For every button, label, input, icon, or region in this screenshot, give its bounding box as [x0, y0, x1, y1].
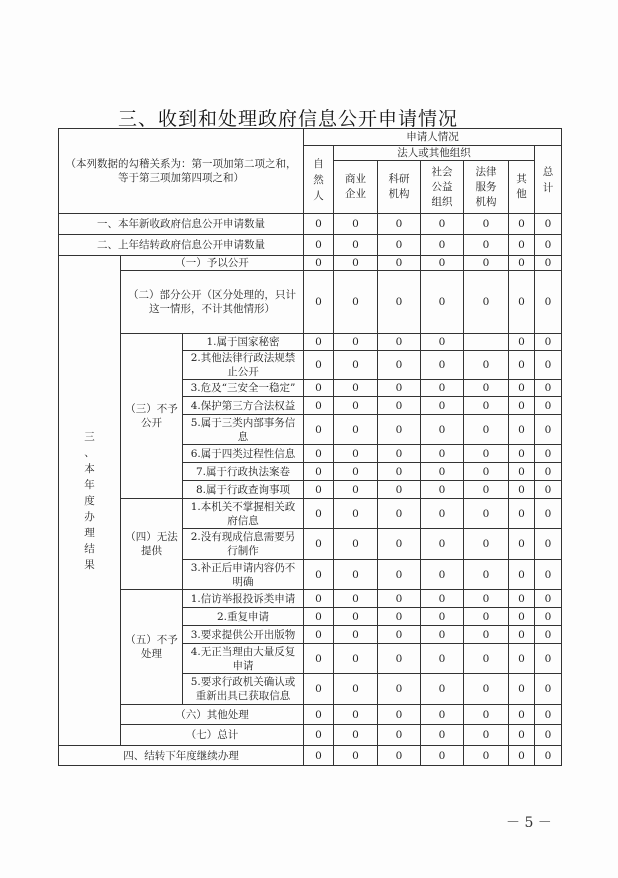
value-cell: 0 — [378, 481, 421, 499]
value-cell: 0 — [509, 334, 535, 351]
value-cell: 0 — [304, 334, 334, 351]
value-cell: 0 — [464, 590, 509, 608]
page-number: － 5 － — [506, 815, 552, 831]
value-cell: 0 — [509, 560, 535, 590]
value-cell: 0 — [378, 463, 421, 481]
value-cell: 0 — [334, 746, 378, 766]
group-label-annual-results — [59, 256, 121, 746]
value-cell: 0 — [378, 445, 421, 463]
header-natural-person-char: 自 — [313, 157, 324, 170]
value-cell: 0 — [509, 674, 535, 705]
value-cell: 0 — [304, 445, 334, 463]
value-cell: 0 — [378, 214, 421, 235]
row-label-subtotal: （七）总计 — [121, 725, 304, 746]
row-label-line: 这一情形，不计其他情形） — [149, 303, 275, 315]
header-col-commercial-enterprise: 商业 企业 — [334, 161, 378, 214]
header-col-social-welfare-org: 社会 公益 组织 — [421, 161, 464, 214]
value-cell: 0 — [535, 463, 562, 481]
item-label: 3.要求提供公开出版物 — [183, 626, 304, 644]
subgroup-label-not-disclosed — [121, 334, 183, 499]
subgroup-label-line: 处理 — [141, 648, 162, 660]
value-cell: 0 — [535, 725, 562, 746]
value-cell: 0 — [464, 415, 509, 445]
value-cell: 0 — [334, 463, 378, 481]
value-cell: 0 — [378, 590, 421, 608]
subgroup-label-cannot-provide — [121, 499, 183, 590]
value-cell: 0 — [334, 380, 378, 397]
value-cell: 0 — [378, 271, 421, 334]
item-label: 1.属于国家秘密 — [183, 334, 304, 351]
value-cell: 0 — [464, 481, 509, 499]
header-note-line1: （本列数据的勾稽关系为：第一项加第二项之和， — [65, 158, 297, 170]
header-total-char: 总 — [542, 165, 554, 178]
value-cell: 0 — [464, 445, 509, 463]
value-cell: 0 — [509, 380, 535, 397]
value-cell: 0 — [334, 529, 378, 560]
item-label: 3.危及“三安全一稳定” — [183, 380, 304, 397]
value-cell: 0 — [535, 271, 562, 334]
value-cell: 0 — [421, 674, 464, 705]
value-cell: 0 — [334, 351, 378, 380]
value-cell: 0 — [535, 499, 562, 529]
value-cell: 0 — [464, 351, 509, 380]
header-col-other: 其 他 — [509, 161, 535, 214]
value-cell: 0 — [334, 499, 378, 529]
item-label: 2.其他法律行政法规禁止公开 — [183, 351, 304, 380]
value-cell: 0 — [421, 705, 464, 725]
value-cell: 0 — [535, 415, 562, 445]
value-cell: 0 — [421, 608, 464, 626]
value-cell: 0 — [334, 256, 378, 271]
value-cell: 0 — [509, 256, 535, 271]
value-cell: 0 — [535, 529, 562, 560]
header-col-legal-service-org: 法律 服务 机构 — [464, 161, 509, 214]
value-cell: 0 — [509, 463, 535, 481]
value-cell: 0 — [464, 397, 509, 415]
value-cell: 0 — [421, 499, 464, 529]
value-cell: 0 — [304, 608, 334, 626]
value-cell: 0 — [378, 529, 421, 560]
value-cell: 0 — [304, 529, 334, 560]
value-cell: 0 — [421, 463, 464, 481]
value-cell: 0 — [378, 674, 421, 705]
value-cell: 0 — [535, 235, 562, 256]
value-cell: 0 — [464, 463, 509, 481]
value-cell: 0 — [535, 705, 562, 725]
value-cell: 0 — [334, 235, 378, 256]
value-cell: 0 — [464, 560, 509, 590]
value-cell: 0 — [304, 380, 334, 397]
item-label: 1.本机关不掌握相关政府信息 — [183, 499, 304, 529]
value-cell: 0 — [464, 626, 509, 644]
value-cell: 0 — [535, 746, 562, 766]
subgroup-label-line: （四）无法 — [125, 531, 178, 543]
value-cell: 0 — [304, 560, 334, 590]
row-label-partial-disclosed — [121, 271, 304, 334]
value-cell: 0 — [464, 725, 509, 746]
value-cell: 0 — [304, 214, 334, 235]
value-cell: 0 — [421, 415, 464, 445]
header-total-char: 计 — [542, 181, 554, 194]
row-label-other-processing: （六）其他处理 — [121, 705, 304, 725]
value-cell: 0 — [304, 235, 334, 256]
value-cell: 0 — [464, 214, 509, 235]
value-cell: 0 — [378, 235, 421, 256]
value-cell: 0 — [421, 529, 464, 560]
header-natural-person-char: 人 — [313, 189, 324, 202]
value-cell: 0 — [464, 746, 509, 766]
item-label: 1.信访举报投诉类申请 — [183, 590, 304, 608]
value-cell: 0 — [334, 644, 378, 674]
value-cell: 0 — [378, 415, 421, 445]
value-cell: 0 — [421, 334, 464, 351]
value-cell: 0 — [535, 214, 562, 235]
value-cell: 0 — [509, 590, 535, 608]
value-cell: 0 — [464, 235, 509, 256]
value-cell: 0 — [378, 644, 421, 674]
value-cell: 0 — [378, 626, 421, 644]
value-cell: 0 — [535, 608, 562, 626]
value-cell: 0 — [421, 725, 464, 746]
value-cell: 0 — [378, 746, 421, 766]
value-cell: 0 — [509, 608, 535, 626]
value-cell: 0 — [334, 608, 378, 626]
value-cell: 0 — [304, 705, 334, 725]
value-cell: 0 — [304, 397, 334, 415]
value-cell: 0 — [535, 256, 562, 271]
value-cell: 0 — [421, 214, 464, 235]
item-label: 4.无正当理由大量反复申请 — [183, 644, 304, 674]
row-label-carried-over: 二、上年结转政府信息公开申请数量 — [59, 235, 304, 256]
value-cell: 0 — [464, 271, 509, 334]
value-cell: 0 — [421, 626, 464, 644]
subgroup-label-line: 公开 — [141, 417, 162, 429]
value-cell: 0 — [509, 529, 535, 560]
value-cell: 0 — [464, 705, 509, 725]
item-label: 5.要求行政机关确认或重新出具已获取信息 — [183, 674, 304, 705]
value-cell: 0 — [421, 351, 464, 380]
value-cell: 0 — [378, 560, 421, 590]
value-cell: 0 — [464, 529, 509, 560]
value-cell: 0 — [464, 674, 509, 705]
value-cell: 0 — [334, 674, 378, 705]
value-cell: 0 — [334, 725, 378, 746]
header-col-research-institution: 科研 机构 — [378, 161, 421, 214]
value-cell: 0 — [334, 705, 378, 725]
header-applicant: 申请人情况 — [304, 129, 562, 146]
value-cell: 0 — [464, 499, 509, 529]
item-label: 6.属于四类过程性信息 — [183, 445, 304, 463]
value-cell: 0 — [421, 746, 464, 766]
item-label: 2.没有现成信息需要另行制作 — [183, 529, 304, 560]
header-natural-person-char: 然 — [313, 173, 324, 186]
value-cell: 0 — [509, 235, 535, 256]
value-cell: 0 — [535, 560, 562, 590]
value-cell: 0 — [535, 445, 562, 463]
group-label-char: 本 — [84, 462, 95, 475]
value-cell: 0 — [304, 499, 334, 529]
value-cell: 0 — [509, 397, 535, 415]
row-label-line: （二）部分公开（区分处理的，只计 — [128, 289, 296, 301]
value-cell: 0 — [304, 746, 334, 766]
value-cell: 0 — [509, 626, 535, 644]
header-note-line2: 等于第三项加第四项之和） — [118, 172, 244, 184]
value-cell: 0 — [378, 499, 421, 529]
value-cell: 0 — [378, 705, 421, 725]
value-cell: 0 — [304, 626, 334, 644]
value-cell: 0 — [304, 674, 334, 705]
value-cell — [464, 334, 509, 351]
value-cell: 0 — [509, 499, 535, 529]
value-cell: 0 — [421, 380, 464, 397]
value-cell: 0 — [421, 445, 464, 463]
group-label-char: 果 — [84, 558, 95, 571]
value-cell: 0 — [421, 256, 464, 271]
value-cell: 0 — [421, 397, 464, 415]
value-cell: 0 — [334, 481, 378, 499]
group-label-char: 结 — [84, 542, 95, 555]
row-label-carry-forward: 四、结转下年度继续办理 — [59, 746, 304, 766]
value-cell: 0 — [464, 256, 509, 271]
value-cell: 0 — [334, 590, 378, 608]
value-cell: 0 — [535, 644, 562, 674]
request-statistics-table — [58, 128, 562, 766]
group-label-char: 理 — [84, 526, 95, 539]
value-cell: 0 — [378, 608, 421, 626]
value-cell: 0 — [304, 351, 334, 380]
value-cell: 0 — [509, 445, 535, 463]
value-cell: 0 — [378, 380, 421, 397]
value-cell: 0 — [535, 380, 562, 397]
value-cell: 0 — [334, 445, 378, 463]
value-cell: 0 — [509, 271, 535, 334]
value-cell: 0 — [535, 397, 562, 415]
header-natural-person — [304, 146, 334, 214]
value-cell: 0 — [421, 271, 464, 334]
value-cell: 0 — [304, 644, 334, 674]
section-title: 三、收到和处理政府信息公开申请情况 — [118, 108, 459, 130]
header-legal-org: 法人或其他组织 — [334, 146, 535, 161]
value-cell: 0 — [509, 705, 535, 725]
value-cell: 0 — [509, 415, 535, 445]
subgroup-label-line: （三）不予 — [125, 403, 178, 415]
value-cell: 0 — [464, 380, 509, 397]
row-label-new-requests: 一、本年新收政府信息公开申请数量 — [59, 214, 304, 235]
value-cell: 0 — [421, 481, 464, 499]
value-cell: 0 — [535, 481, 562, 499]
value-cell: 0 — [378, 334, 421, 351]
group-label-char: 、 — [84, 446, 95, 459]
group-label-char: 三 — [84, 430, 95, 443]
value-cell: 0 — [304, 481, 334, 499]
value-cell: 0 — [304, 463, 334, 481]
value-cell: 0 — [535, 351, 562, 380]
value-cell: 0 — [421, 235, 464, 256]
value-cell: 0 — [535, 626, 562, 644]
value-cell: 0 — [334, 214, 378, 235]
value-cell: 0 — [304, 590, 334, 608]
value-cell: 0 — [509, 725, 535, 746]
value-cell: 0 — [535, 674, 562, 705]
value-cell: 0 — [378, 351, 421, 380]
item-label: 4.保护第三方合法权益 — [183, 397, 304, 415]
value-cell: 0 — [509, 644, 535, 674]
value-cell: 0 — [509, 481, 535, 499]
value-cell: 0 — [378, 725, 421, 746]
value-cell: 0 — [535, 590, 562, 608]
item-label: 8.属于行政查询事项 — [183, 481, 304, 499]
value-cell: 0 — [535, 334, 562, 351]
header-total — [535, 146, 562, 214]
value-cell: 0 — [464, 644, 509, 674]
value-cell: 0 — [421, 644, 464, 674]
group-label-char: 年 — [84, 478, 95, 491]
value-cell: 0 — [334, 271, 378, 334]
value-cell: 0 — [334, 415, 378, 445]
value-cell: 0 — [378, 397, 421, 415]
value-cell: 0 — [509, 351, 535, 380]
value-cell: 0 — [304, 271, 334, 334]
item-label: 2.重复申请 — [183, 608, 304, 626]
value-cell: 0 — [464, 608, 509, 626]
header-note — [59, 129, 304, 214]
value-cell: 0 — [421, 590, 464, 608]
item-label: 5.属于三类内部事务信息 — [183, 415, 304, 445]
item-label: 7.属于行政执法案卷 — [183, 463, 304, 481]
group-label-char: 办 — [84, 510, 95, 523]
item-label: 3.补正后申请内容仍不明确 — [183, 560, 304, 590]
value-cell: 0 — [509, 746, 535, 766]
subgroup-label-line: （五）不予 — [125, 634, 178, 646]
value-cell: 0 — [334, 560, 378, 590]
subgroup-label-line: 提供 — [141, 545, 162, 557]
row-label-disclosed: （一）予以公开 — [121, 256, 304, 271]
value-cell: 0 — [334, 334, 378, 351]
subgroup-label-not-processed — [121, 590, 183, 705]
value-cell: 0 — [421, 560, 464, 590]
value-cell: 0 — [304, 415, 334, 445]
value-cell: 0 — [304, 256, 334, 271]
value-cell: 0 — [334, 397, 378, 415]
group-label-char: 度 — [84, 494, 95, 507]
value-cell: 0 — [304, 725, 334, 746]
value-cell: 0 — [378, 256, 421, 271]
value-cell: 0 — [509, 214, 535, 235]
value-cell: 0 — [334, 626, 378, 644]
